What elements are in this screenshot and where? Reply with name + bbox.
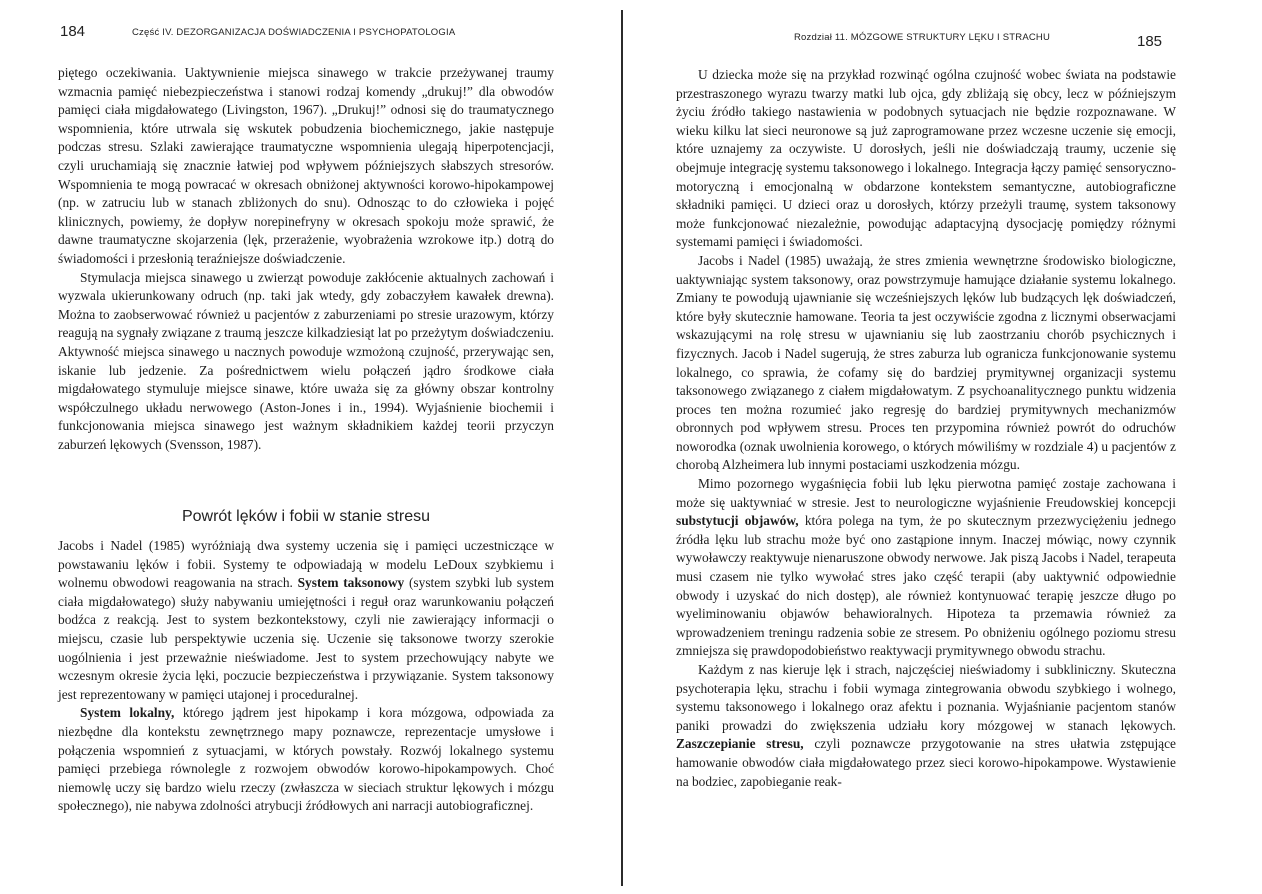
- bold-term: System taksonowy: [297, 575, 405, 591]
- gutter-divider: [621, 10, 623, 886]
- paragraph: U dziecka może się na przykład rozwinąć ogólna czujność wobec świata na podstawie przestraszonego wyrazu twarzy matki lub ojca, gdy zbliżają się obcy, lecz w późniejszym życiu źródło takiego nastawienia w podobnych sytuacjach nie będzie rozpoznawane. W wieku kilku lat sieci neuronowe są już zaprogramowane przez wczesne uczenie się emocji, które uznajemy za oczywiste. U dorosłych, jeśli nie doświadczają traumy, uczenie się obejmuje integrację systemu taksonowego i lokalnego. Integracja łączy pamięć sensoryczno-motoryczną i emocjonalną w obdarzone kontekstem semantyczne, autobiograficzne składniki pamięci. U dzieci oraz u dorosłych, którzy przeżyli traumę, system taksonowy może funkcjonować niezależnie, powodując adaptacyjną dysocjację pomiędzy różnymi systemami pamięci i świadomości.: [676, 67, 1176, 250]
- text-run: którego jądrem jest hipokamp i kora mózgowa, odpowiada za niezbędne dla kontekstu zewnętrznego mapy poznawcze, reprezentacje umysłowe i połączenia wspomnień z sytuacjami, w których powstały. Rozwój lokalnego systemu pamięci przebiega równolegle z rozwojem obwodów korowo-hipokampowych. Choć niemowlę uczy się bardzo wielu rzeczy (zwłaszcza w sieciach struktur lękowych i mózgu społecznego), nie nabywa zdolności atrybucji źródłowych ani narracji autobiograficznej.: [58, 705, 554, 814]
- body-text-upper: [58, 64, 554, 454]
- page-number: 184: [60, 23, 86, 40]
- paragraph: Jacobs i Nadel (1985) uważają, że stres zmienia wewnętrzne środowisko biologiczne, uaktywniając system taksonowy, oraz powstrzymuje hamujące działanie systemu lokalnego. Zmiany te powodują ujawnianie się wcześniejszych lęków lub budzących lęk doświadczeń, które były skutecznie hamowane. Teoria ta jest oczywiście zgodna z licznymi obserwacjami wskazującymi na rolę stresu w ujawnianiu się lub zaostrzaniu chorób psychicznych i fizycznych. Jacob i Nadel sugerują, że stres zaburza lub ogranicza funkcjonowanie systemu lokalnego, co sprawia, że cofamy się do bardziej prymitywnej organizacji systemu taksonowego związanego z ciałem migdałowatym. Z psychoanalitycznego punktu widzenia proces ten można rozumieć jako regresję do bardziej prymitywnych mechanizmów obronnych pod wpływem stresu. Proces ten przypomina również powrót do odruchów noworodka (oznak uwolnienia korowego, o których mówiliśmy w rozdziale 4) u pacjentów z chorobą Alzheimera lub innymi postaciami uszkodzenia mózgu.: [676, 252, 1176, 473]
- text-run: (system szybki lub system ciała migdałowatego) służy nabywaniu umiejętności i reguł oraz warunkowaniu połączeń bodźca z reakcją. Jest to system bezkontekstowy, czyli nie zawierający informacji o miejscu, czasie lub perspektywie uczenia się. Uczenie się taksonowe tworzy szerokie uogólnienia i jest przeważnie nieświadome. Jest to system przechowujący nabyte we wczesnym okresie życia lęki, poczucie bezpieczeństwa i przywiązanie. System taksonowy jest reprezentowany w pamięci utajonej i proceduralnej.: [58, 575, 554, 702]
- paragraph: piętego oczekiwania. Uaktywnienie miejsca sinawego w trakcie przeżywanej traumy wzmacnia pamięć niebezpieczeństwa i stanowi rodzaj komendy „drukuj!” dla obwodów pamięci ciała migdałowatego (Livingston, 1967). „Drukuj!” odnosi się do traumatycznego wspomnienia, które utrwala się wskutek pobudzenia biochemicznego, jakie następuje podczas stresu. Szlaki zawierające traumatyczne wspomnienia ulegają hiperpotencjacji, czyli uruchamiają się znacznie łatwiej pod wpływem późniejszych słabszych stresorów. Wspomnienia te mogą powracać w okresach obniżonej aktywności korowo-hipokampowej (np. w zatruciu lub w stanach zbliżonych do snu). Odnosząc to do człowieka i pojęć klinicznych, powiemy, że dopływ norepinefryny w okresach spokoju może sprawić, że dawne traumatyczne skojarzenia (lęk, przerażenie, wyobrażenia wzrokowe itp.) dotrą do świadomości i przesłonią teraźniejsze doświadczenie.: [58, 65, 554, 266]
- text-run: Jacobs i Nadel (1985) wyróżniają dwa systemy uczenia się i pamięci uczestniczące w powstawaniu lęków i fobii. Systemy te odpowiadają w modelu LeDoux szybkiemu i wolnemu obwodowi reagowania na strach.: [58, 538, 554, 591]
- text-run: Każdym z nas kieruje lęk i strach, najczęściej nieświadomy i subkliniczny. Skuteczna psychoterapia lęku, strachu i fobii wymaga zintegrowania obwodu szybkiego i wolnego, systemu taksonowego i lokalnego oraz afektu i poznania. Wyjaśnianie pacjentom stanów paniki prowadzi do zwiększenia udziału kory mózgowej w stanach lękowych.: [676, 662, 1176, 733]
- body-text: [676, 66, 1176, 791]
- bold-term: Zaszczepianie stresu,: [676, 736, 804, 752]
- paragraph: [676, 475, 1176, 661]
- left-page: [0, 0, 618, 894]
- right-page: [628, 0, 1262, 894]
- running-head: Rozdział 11. MÓZGOWE STRUKTURY LĘKU I STRACHU: [794, 32, 1051, 43]
- body-text-lower: [58, 537, 554, 816]
- text-run: czyli poznawcze przygotowanie na stres ułatwia zstępujące hamowanie obwodów ciała migdałowatego przez sieci korowo-hipokampowe. Wystawienie na bodziec, zapobieganie reak-: [676, 736, 1176, 789]
- text-run: Mimo pozornego wygaśnięcia fobii lub lęku pierwotna pamięć zostaje zachowana i może się uaktywniać w stresie. Jest to neurologiczne wyjaśnienie Freudowskiej koncepcji: [676, 476, 1176, 510]
- paragraph: Stymulacja miejsca sinawego u zwierząt powoduje zakłócenie aktualnych zachowań i wyzwala ukierunkowany odruch (np. taki jak wtedy, gdy zobaczyłem kawałek drewna). Można to zaobserwować również u pacjentów z zaburzeniami po stresie urazowym, którzy reagują na sygnały związane z traumą jeszcze kilkadziesiąt lat po przeżytym doświadczeniu. Aktywność miejsca sinawego u nacznych powoduje wzmożoną czujność, przerywając sen, iskanie lub jedzenie. Za pośrednictwem wielu połączeń jądro środkowe ciała migdałowatego stymuluje miejsce sinawe, które uważa się za główny obszar kontrolny współczulnego układu nerwowego (Aston-Jones i in., 1994). Wyjaśnienie biochemii i funkcjonowania miejsca sinawego jest ważnym składnikiem każdej teorii przyczyn zaburzeń lękowych (Svensson, 1987).: [58, 269, 554, 452]
- text-run: która polega na tym, że po skutecznym przezwyciężeniu jednego źródła lęku lub strachu może być ono zastąpione innym. Inaczej mówiąc, nowy czynnik wywoławczy reaktywuje nienaruszone obwody nerwowe. Jak piszą Jacobs i Nadel, terapeuta musi czasem nie tylko wywołać stres jako część terapii (aby uaktywnić odpowiednie obwody i uzyskać do nich dostęp), ale również kontynuować terapię jeszcze długo po wyeliminowaniu objawów behawioralnych. Hipoteza ta przemawia również za wprowadzeniem treningu radzenia sobie ze stresem. Po obniżeniu ogólnego poziomu stresu zmniejsza się prawdopodobieństwo reaktywacji prymitywnego obwodu strachu.: [676, 513, 1176, 659]
- paragraph: [676, 661, 1176, 791]
- page-number: 185: [1137, 33, 1163, 50]
- paragraph: [58, 537, 554, 704]
- paragraph: [58, 704, 554, 816]
- section-heading: Powrót lęków i fobii w stanie stresu: [181, 508, 431, 526]
- bold-term: substytucji objawów,: [676, 513, 799, 529]
- bold-term: System lokalny,: [80, 705, 175, 721]
- running-head: Część IV. DEZORGANIZACJA DOŚWIADCZENIA I PSYCHOPATOLOGIA: [132, 27, 456, 38]
